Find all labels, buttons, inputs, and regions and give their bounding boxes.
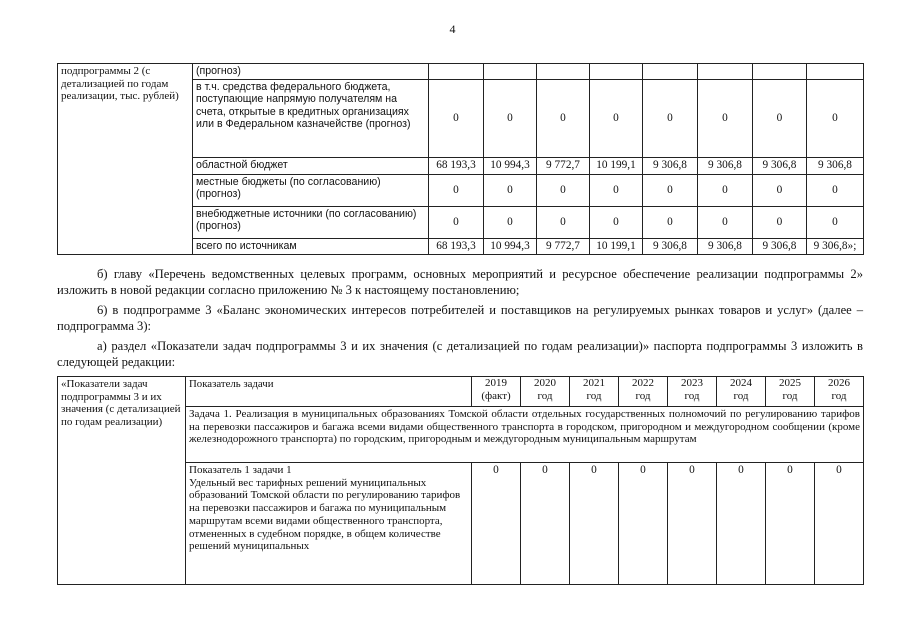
budget-value-cell: 9 306,8 [643, 157, 698, 174]
budget-row-label: внебюджетные источники (по согласованию) (прогноз) [193, 206, 429, 238]
indicator-value-cell: 0 [521, 463, 570, 585]
year-sublabel: год [537, 389, 553, 402]
year-header [668, 377, 717, 407]
budget-value-cell: 9 306,8»; [807, 238, 864, 254]
budget-value-cell: 0 [643, 174, 698, 206]
year-sublabel: год [684, 389, 700, 402]
budget-value-cell: 9 306,8 [698, 157, 753, 174]
budget-value-cell: 0 [753, 79, 807, 157]
year-sublabel: год [782, 389, 798, 402]
year-header [570, 377, 619, 407]
indicator-1-text: Удельный вес тарифных решений муниципальных образований Томской области по регулированию тарифов на перевозки пассажиров и багажа по муниципальным маршрутам всеми видами общественного транспорта, отмененных в судебном порядке, в общем количестве решений муниципальных [189, 476, 461, 553]
budget-value-cell: 0 [484, 206, 537, 238]
budget-value-cell [429, 64, 484, 80]
budget-row-label: местные бюджеты (по согласованию) (прогноз) [193, 174, 429, 206]
year-label: 2020 [534, 377, 556, 389]
budget-value-cell: 0 [643, 206, 698, 238]
budget-value-cell: 0 [807, 79, 864, 157]
year-header [766, 377, 815, 407]
budget-value-cell: 0 [590, 79, 643, 157]
budget-row-label: всего по источникам [193, 238, 429, 254]
budget-value-cell [590, 64, 643, 80]
budget-value-cell [537, 64, 590, 80]
budget-value-cell: 0 [753, 206, 807, 238]
budget-value-cell: 10 199,1 [590, 157, 643, 174]
budget-row-label: (прогноз) [193, 64, 429, 80]
budget-value-cell [807, 64, 864, 80]
indicator-value-cell: 0 [668, 463, 717, 585]
year-label: 2025 [779, 377, 801, 389]
year-label: 2026 [828, 377, 850, 389]
paragraph-b-chapter: б) главу «Перечень ведомственных целевых программ, основных мероприятий и ресурсное обеспечение реализации подпрограммы 2» изложить в новой редакции согласно приложению № 3 к настоящему постановлению; [57, 267, 863, 298]
year-label: 2021 [583, 377, 605, 389]
budget-value-cell: 0 [643, 79, 698, 157]
budget-row [58, 64, 864, 80]
budget-value-cell: 0 [698, 79, 753, 157]
budget-left-cell: подпрограммы 2 (с детализацией по годам реализации, тыс. рублей) [58, 64, 193, 255]
budget-value-cell: 0 [753, 174, 807, 206]
budget-value-cell: 0 [590, 174, 643, 206]
indicator-value-cell: 0 [570, 463, 619, 585]
year-sublabel: (факт) [481, 389, 511, 402]
year-label: 2019 [485, 377, 507, 389]
budget-value-cell: 10 199,1 [590, 238, 643, 254]
year-label: 2022 [632, 377, 654, 389]
indicator-1-title: Показатель 1 задачи 1 [189, 464, 292, 476]
budget-value-cell: 0 [429, 206, 484, 238]
budget-value-cell: 0 [484, 79, 537, 157]
budget-value-cell: 10 994,3 [484, 238, 537, 254]
task-1-text: Задача 1. Реализация в муниципальных образованиях Томской области отдельных государственных полномочий по регулированию тарифов на перевозки пассажиров и багажа всеми видами общественного транспорта в городском, пригородном и междугородном сообщении (кроме железнодорожного транспорта) по городским, пригородным и междугородным муниципальным маршрутам [186, 407, 864, 463]
indicator-value-cell: 0 [717, 463, 766, 585]
budget-value-cell [643, 64, 698, 80]
budget-row-label: в т.ч. средства федерального бюджета, поступающие напрямую получателям на счета, открытые в кредитных организациях или в Федеральном казначействе (прогноз) [193, 79, 429, 157]
year-label: 2023 [681, 377, 703, 389]
budget-value-cell [698, 64, 753, 80]
budget-value-cell [484, 64, 537, 80]
year-header [521, 377, 570, 407]
paragraph-a-section: а) раздел «Показатели задач подпрограммы 3 и их значения (с детализацией по годам реализации)» паспорта подпрограммы 3 изложить в следующей редакции: [57, 339, 863, 370]
budget-table [57, 63, 864, 255]
year-header [815, 377, 864, 407]
budget-value-cell: 0 [537, 79, 590, 157]
budget-value-cell: 0 [807, 174, 864, 206]
indicator-value-cell: 0 [619, 463, 668, 585]
year-header [717, 377, 766, 407]
budget-value-cell: 0 [429, 174, 484, 206]
budget-value-cell: 0 [484, 174, 537, 206]
budget-value-cell: 10 994,3 [484, 157, 537, 174]
budget-value-cell: 0 [537, 174, 590, 206]
indicator-value-cell: 0 [766, 463, 815, 585]
year-sublabel: год [586, 389, 602, 402]
indicator-value-cell: 0 [815, 463, 864, 585]
indicator-header-label: Показатель задачи [186, 377, 472, 407]
year-label: 2024 [730, 377, 752, 389]
budget-value-cell: 0 [537, 206, 590, 238]
budget-value-cell: 9 772,7 [537, 157, 590, 174]
page-number: 4 [449, 22, 456, 36]
budget-value-cell: 9 306,8 [753, 157, 807, 174]
budget-value-cell: 0 [590, 206, 643, 238]
indicators-table [57, 376, 864, 585]
year-header [619, 377, 668, 407]
budget-value-cell [753, 64, 807, 80]
budget-value-cell: 0 [698, 174, 753, 206]
year-sublabel: год [733, 389, 749, 402]
indicator-value-cell: 0 [472, 463, 521, 585]
year-header [472, 377, 521, 407]
budget-value-cell: 9 306,8 [698, 238, 753, 254]
budget-value-cell: 9 772,7 [537, 238, 590, 254]
budget-value-cell: 0 [807, 206, 864, 238]
budget-value-cell: 9 306,8 [753, 238, 807, 254]
year-sublabel: год [831, 389, 847, 402]
budget-value-cell: 0 [429, 79, 484, 157]
indicator-1-cell [186, 463, 472, 585]
budget-row-label: областной бюджет [193, 157, 429, 174]
budget-value-cell: 9 306,8 [643, 238, 698, 254]
budget-value-cell: 9 306,8 [807, 157, 864, 174]
budget-value-cell: 0 [698, 206, 753, 238]
budget-value-cell: 68 193,3 [429, 157, 484, 174]
budget-value-cell: 68 193,3 [429, 238, 484, 254]
indicators-left-cell: «Показатели задач подпрограммы 3 и их значения (с детализацией по годам реализации) [58, 377, 186, 585]
paragraph-6-subprogram3: 6) в подпрограмме 3 «Баланс экономических интересов потребителей и поставщиков на регулируемых рынках товаров и услуг» (далее – подпрограмма 3): [57, 303, 863, 334]
year-sublabel: год [635, 389, 651, 402]
